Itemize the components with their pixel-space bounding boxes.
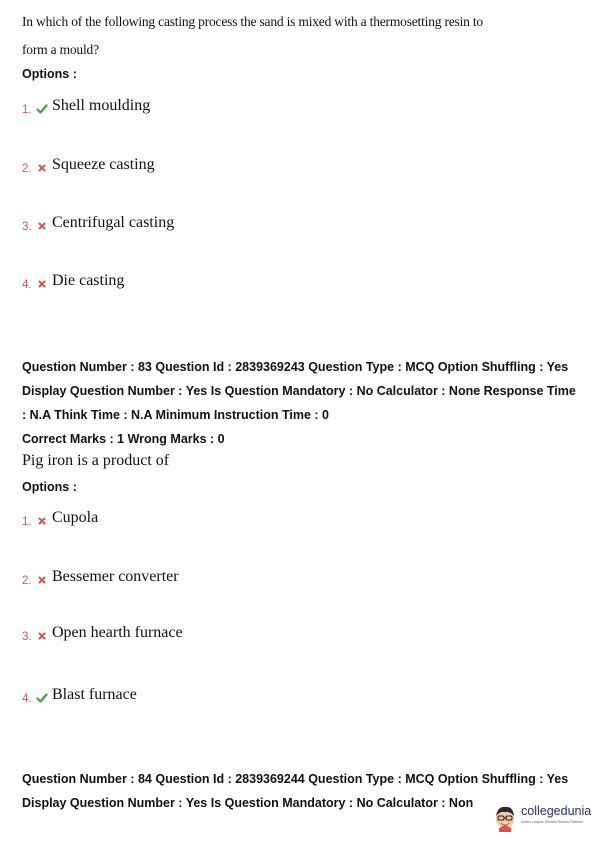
option-number: 1. xyxy=(22,104,32,116)
question-meta-line: Question Number : 84 Question Id : 2839369244 Question Type : MCQ Option Shuffling : Yes xyxy=(22,772,569,786)
option-item xyxy=(22,623,422,645)
option-text: Blast furnace xyxy=(52,686,137,703)
check-icon xyxy=(36,103,48,115)
option-number: 1. xyxy=(22,516,32,528)
cross-icon xyxy=(36,278,48,290)
option-text: Squeeze casting xyxy=(52,156,155,173)
option-item xyxy=(22,213,422,235)
question-meta-line: Display Question Number : Yes Is Question Mandatory : No Calculator : None Response Time xyxy=(22,384,576,398)
option-text: Open hearth furnace xyxy=(52,624,183,641)
mascot-icon xyxy=(491,802,519,832)
option-text: Die casting xyxy=(52,272,125,289)
question-marks: Correct Marks : 1 Wrong Marks : 0 xyxy=(22,432,225,446)
option-number: 4. xyxy=(22,279,32,291)
option-text: Centrifugal casting xyxy=(52,214,175,231)
cross-icon xyxy=(36,220,48,232)
question-meta xyxy=(22,355,582,451)
option-item xyxy=(22,96,422,118)
options-label: Options : xyxy=(22,67,77,81)
check-icon xyxy=(36,692,48,704)
cross-icon xyxy=(36,162,48,174)
collegedunia-logo xyxy=(491,800,591,834)
option-item xyxy=(22,155,422,177)
option-item xyxy=(22,508,422,530)
options-label: Options : xyxy=(22,480,77,494)
option-number: 3. xyxy=(22,631,32,643)
cross-icon xyxy=(36,574,48,586)
cross-icon xyxy=(36,630,48,642)
option-number: 4. xyxy=(22,693,32,705)
question-text: Pig iron is a product of xyxy=(22,452,170,469)
option-item xyxy=(22,685,422,707)
cross-icon xyxy=(36,515,48,527)
option-number: 2. xyxy=(22,163,32,175)
question-text-line: In which of the following casting process the sand is mixed with a thermosetting resin to xyxy=(22,14,483,29)
option-item xyxy=(22,567,422,589)
option-item xyxy=(22,271,422,293)
question-meta-line: : N.A Think Time : N.A Minimum Instruction Time : 0 xyxy=(22,408,329,422)
option-text: Shell moulding xyxy=(52,97,151,114)
question-text-line: form a mould? xyxy=(22,42,99,57)
option-number: 2. xyxy=(22,575,32,587)
option-text: Bessemer converter xyxy=(52,568,179,585)
logo-wordmark: collegedunia xyxy=(521,804,592,818)
question-meta-line: Question Number : 83 Question Id : 2839369243 Question Type : MCQ Option Shuffling : Yes xyxy=(22,360,569,374)
option-number: 3. xyxy=(22,221,32,233)
logo-tagline: India's Largest Student Review Platform xyxy=(521,820,584,824)
question-meta-line: Display Question Number : Yes Is Question Mandatory : No Calculator : Non xyxy=(22,796,474,810)
option-text: Cupola xyxy=(52,509,99,526)
